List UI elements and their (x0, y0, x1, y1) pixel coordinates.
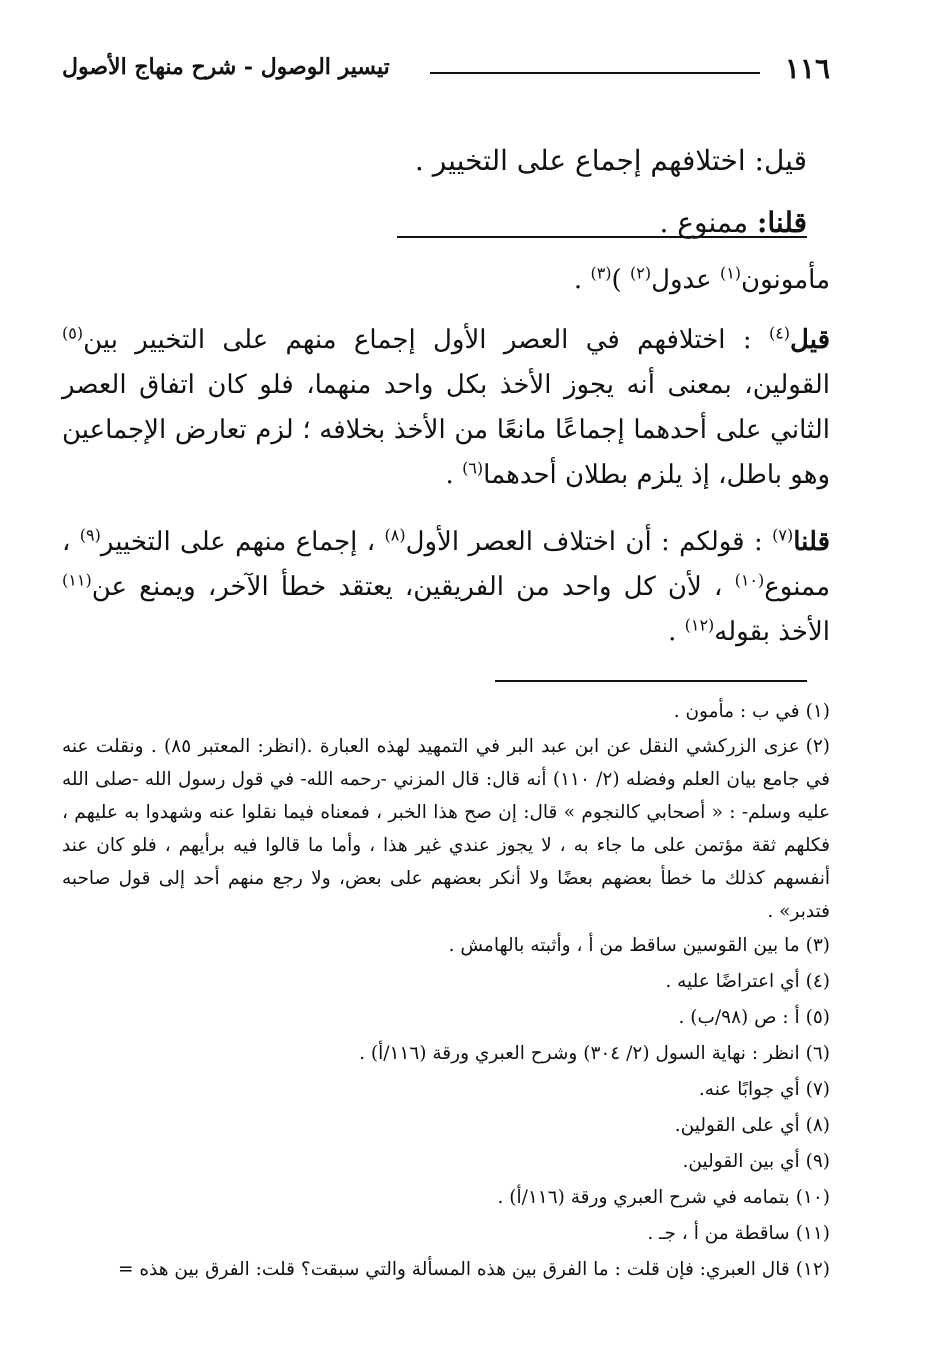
footnote-8 (62, 1108, 830, 1144)
footnote-number: (١) (805, 701, 830, 722)
footnote-ref: (٤) (768, 323, 791, 343)
footnote-number: (٢) (805, 736, 830, 757)
footnote-text: عزى الزركشي النقل عن ابن عبد البر في التمهيد لهذه العبارة .(انظر: المعتبر ٨٥) . ونقلت عنه في جامع بيان العلم وفضله (٢/ ١١٠) أنه قال: قال المزني -رحمه الله- في قول رسول الله -صلى الله عليه وسلم- : « أصحابي كالنجوم » قال: إن صح هذا الخبر ، فمعناه فيما نقلوا عنه وشهدوا به عليهم ، فكلهم ثقة مؤتمن على ما جاء به ، لا يجوز عندي غير هذا ، وأما ما قالوا فيه برأيهم ، فلو كان عند أنفسهم كذلك ما خطأ بعضهم بعضًا ولا أنكر بعضهم على بعض، ولا رجع منهم أحد إلى قول صاحبه فتدبر» . (62, 736, 830, 922)
footnote-4 (62, 964, 830, 1000)
running-header (62, 52, 830, 92)
running-title: تيسير الوصول - شرح منهاج الأصول (62, 54, 390, 80)
text-run: . (573, 265, 591, 295)
text-run: القولين، بمعنى أنه يجوز الأخذ بكل واحد منهما، فلو كان اتفاق العصر الثاني على أحدهما إجماعًا مانعًا من الأخذ بخلافه ؛ لزم تعارض الإجماعين وهو باطل، إذ يلزم بطلان أحدهما (62, 370, 830, 490)
reply-label: قلنا (793, 527, 831, 557)
footnote-ref: (٢) (629, 263, 652, 283)
text-run: الأخذ بقوله (714, 617, 830, 647)
quote-text-1: اختلافهم إجماع على التخيير . (414, 144, 746, 177)
footnote-text: قال العبري: فإن قلت : ما الفرق بين هذه المسألة والتي سبقت؟ قلت: الفرق بين هذه = (117, 1259, 790, 1280)
footnote-6 (62, 1036, 830, 1072)
objection-label: قيل (790, 325, 830, 355)
footnote-ref: (١) (719, 263, 742, 283)
footnote-text: ما بين القوسين ساقط من أ ، وأثبته بالهامش . (448, 935, 800, 956)
footnote-7 (62, 1072, 830, 1108)
text-run: ، لأن كل واحد من الفريقين، يعتقد خطأ الآخر، ويمنع عن (91, 572, 735, 602)
text-run: : اختلافهم في العصر الأول إجماع منهم على التخيير بين (83, 325, 769, 355)
footnote-number: (١١) (795, 1223, 830, 1244)
quote-label-qulna: قلنا: (757, 206, 807, 239)
footnote-ref: (١٠) (734, 570, 765, 590)
footnote-number: (٦) (805, 1043, 830, 1064)
footnote-number: (١٠) (795, 1187, 830, 1208)
commentary-paragraph-2 (62, 318, 830, 498)
footnote-text: أي بين القولين. (682, 1151, 800, 1172)
header-rule (430, 72, 760, 74)
footnote-11 (62, 1216, 830, 1252)
footnote-10 (62, 1180, 830, 1216)
quote-rule (397, 236, 807, 238)
text-run: ، إجماع منهم على التخيير (100, 527, 385, 557)
footnote-3 (62, 928, 830, 964)
page-number: ١١٦ (784, 52, 830, 85)
footnote-ref: (٧) (772, 525, 794, 545)
footnote-ref: (٨) (384, 525, 406, 545)
footnote-text: أ : ص (٩٨/ب) . (678, 1007, 800, 1028)
footnote-1 (62, 694, 830, 730)
footnote-ref: (٣) (590, 263, 612, 283)
footnote-text: في ب : مأمون . (673, 701, 800, 722)
text-run: . (668, 617, 685, 647)
footnote-text: ساقطة من أ ، جـ . (647, 1223, 790, 1244)
footnote-number: (٧) (805, 1079, 830, 1100)
footnote-ref: (٩) (79, 525, 101, 545)
text-run: : قولكم : أن اختلاف العصر الأول (405, 527, 773, 557)
text-run: مأمونون (741, 265, 830, 295)
quote-label-qil: قيل: (754, 144, 807, 177)
footnote-text: أي اعتراضًا عليه . (665, 971, 800, 992)
footnote-9 (62, 1144, 830, 1180)
quote-line-1 (387, 130, 807, 192)
footnote-ref: (٦) (462, 458, 484, 478)
footnote-text: أي على القولين. (674, 1115, 800, 1136)
text-run: ) (611, 265, 630, 295)
footnotes (62, 694, 830, 1288)
commentary-paragraph-1 (62, 258, 830, 303)
text-run: عدول (651, 265, 720, 295)
footnote-text: بتمامه في شرح العبري ورقة (١١٦/أ) . (497, 1187, 790, 1208)
footnote-ref: (٥) (62, 323, 84, 343)
commentary-paragraph-3 (62, 520, 830, 655)
quote-line-2 (387, 192, 807, 254)
footnote-2 (62, 730, 830, 928)
footnote-ref: (١٢) (684, 615, 715, 635)
footnote-12 (62, 1252, 830, 1288)
text-run: ، ممنوع (62, 527, 830, 602)
footnote-ref: (١١) (62, 570, 92, 590)
footnote-number: (٥) (805, 1007, 830, 1028)
footnote-number: (٤) (805, 971, 830, 992)
footnote-separator (495, 680, 807, 682)
text-run: . (445, 460, 463, 490)
footnote-number: (٨) (805, 1115, 830, 1136)
footnote-text: انظر : نهاية السول (٢/ ٣٠٤) وشرح العبري ورقة (١١٦/أ) . (359, 1043, 800, 1064)
footnote-text: أي جوابًا عنه. (698, 1079, 800, 1100)
footnote-number: (٩) (805, 1151, 830, 1172)
footnote-number: (١٢) (795, 1259, 830, 1280)
footnote-number: (٣) (805, 935, 830, 956)
quote-text-2: ممنوع . (659, 206, 749, 239)
footnote-5 (62, 1000, 830, 1036)
